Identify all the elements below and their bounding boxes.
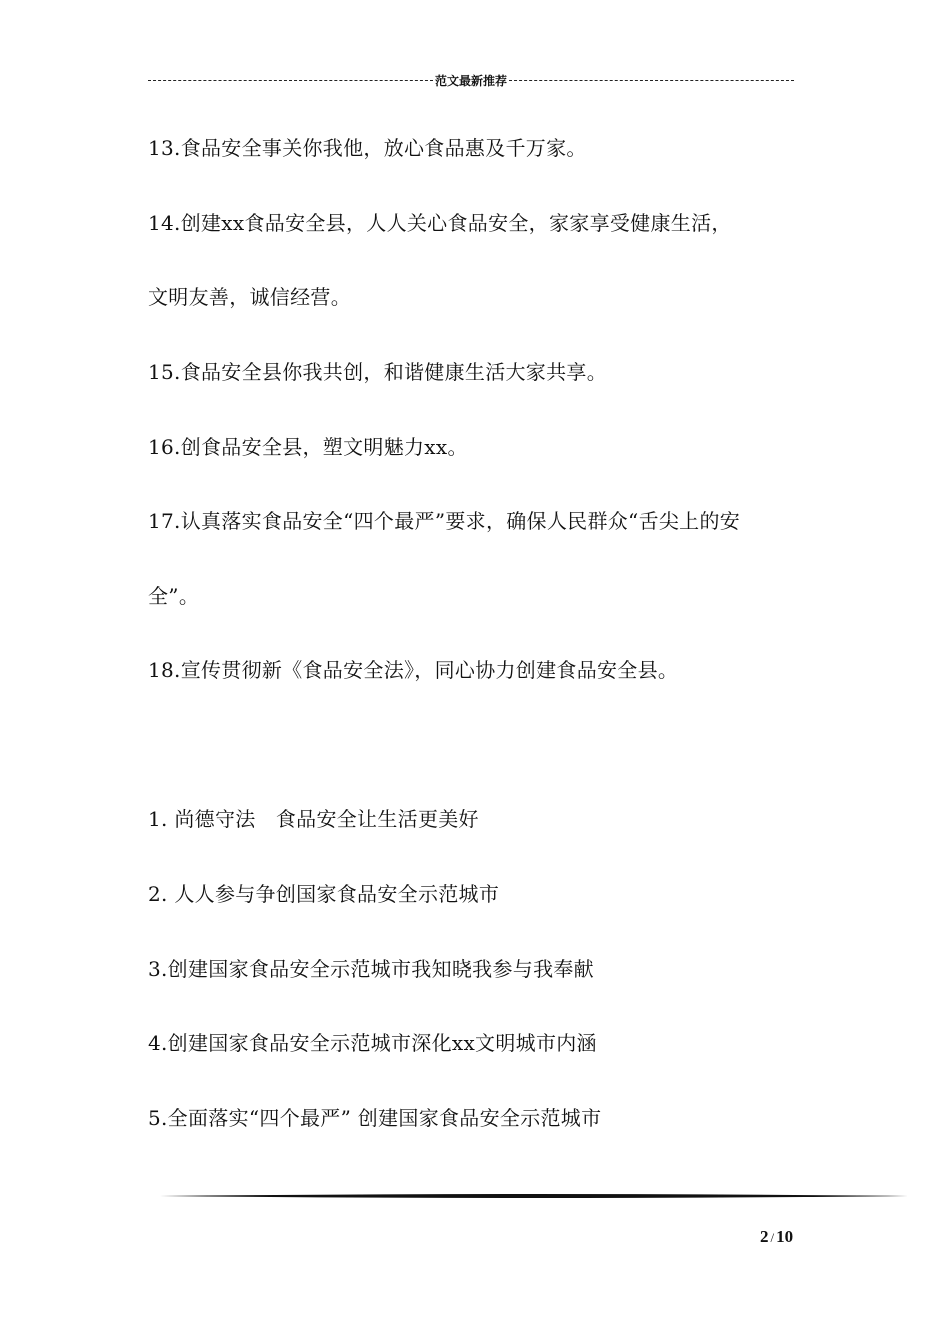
header-dash-right (509, 80, 794, 81)
page-separator: / (770, 1230, 775, 1245)
text-line: 全”。 (148, 584, 200, 608)
text-line: 文明友善，诚信经营。 (148, 285, 351, 309)
text-line: 5.全面落实“四个最严” 创建国家食品安全示范城市 (148, 1106, 602, 1130)
header-dash-left (148, 80, 433, 81)
footer-rule (160, 1192, 908, 1200)
header-title: 范文最新推荐 (435, 73, 508, 88)
page-number (760, 1227, 793, 1247)
text-line: 15.食品安全县你我共创，和谐健康生活大家共享。 (148, 360, 608, 384)
text-line: 4.创建国家食品安全示范城市深化xx文明城市内涵 (148, 1031, 597, 1055)
text-line: 17.认真落实食品安全“四个最严”要求，确保人民群众“舌尖上的安 (148, 509, 741, 533)
text-line: 2. 人人参与争创国家食品安全示范城市 (148, 882, 500, 906)
text-line: 18.宣传贯彻新《食品安全法》，同心协力创建食品安全县。 (148, 658, 679, 682)
text-line: 13.食品安全事关你我他，放心食品惠及千万家。 (148, 136, 587, 160)
text-line: 16.创食品安全县，塑文明魅力xx。 (148, 435, 468, 459)
text-line: 3.创建国家食品安全示范城市我知晓我参与我奉献 (148, 957, 594, 981)
page-header (148, 70, 794, 90)
text-line: 1. 尚德守法 食品安全让生活更美好 (148, 807, 479, 831)
current-page: 2 (760, 1227, 769, 1246)
text-line: 14.创建xx食品安全县，人人关心食品安全，家家享受健康生活， (148, 211, 732, 235)
total-pages: 10 (776, 1227, 794, 1246)
